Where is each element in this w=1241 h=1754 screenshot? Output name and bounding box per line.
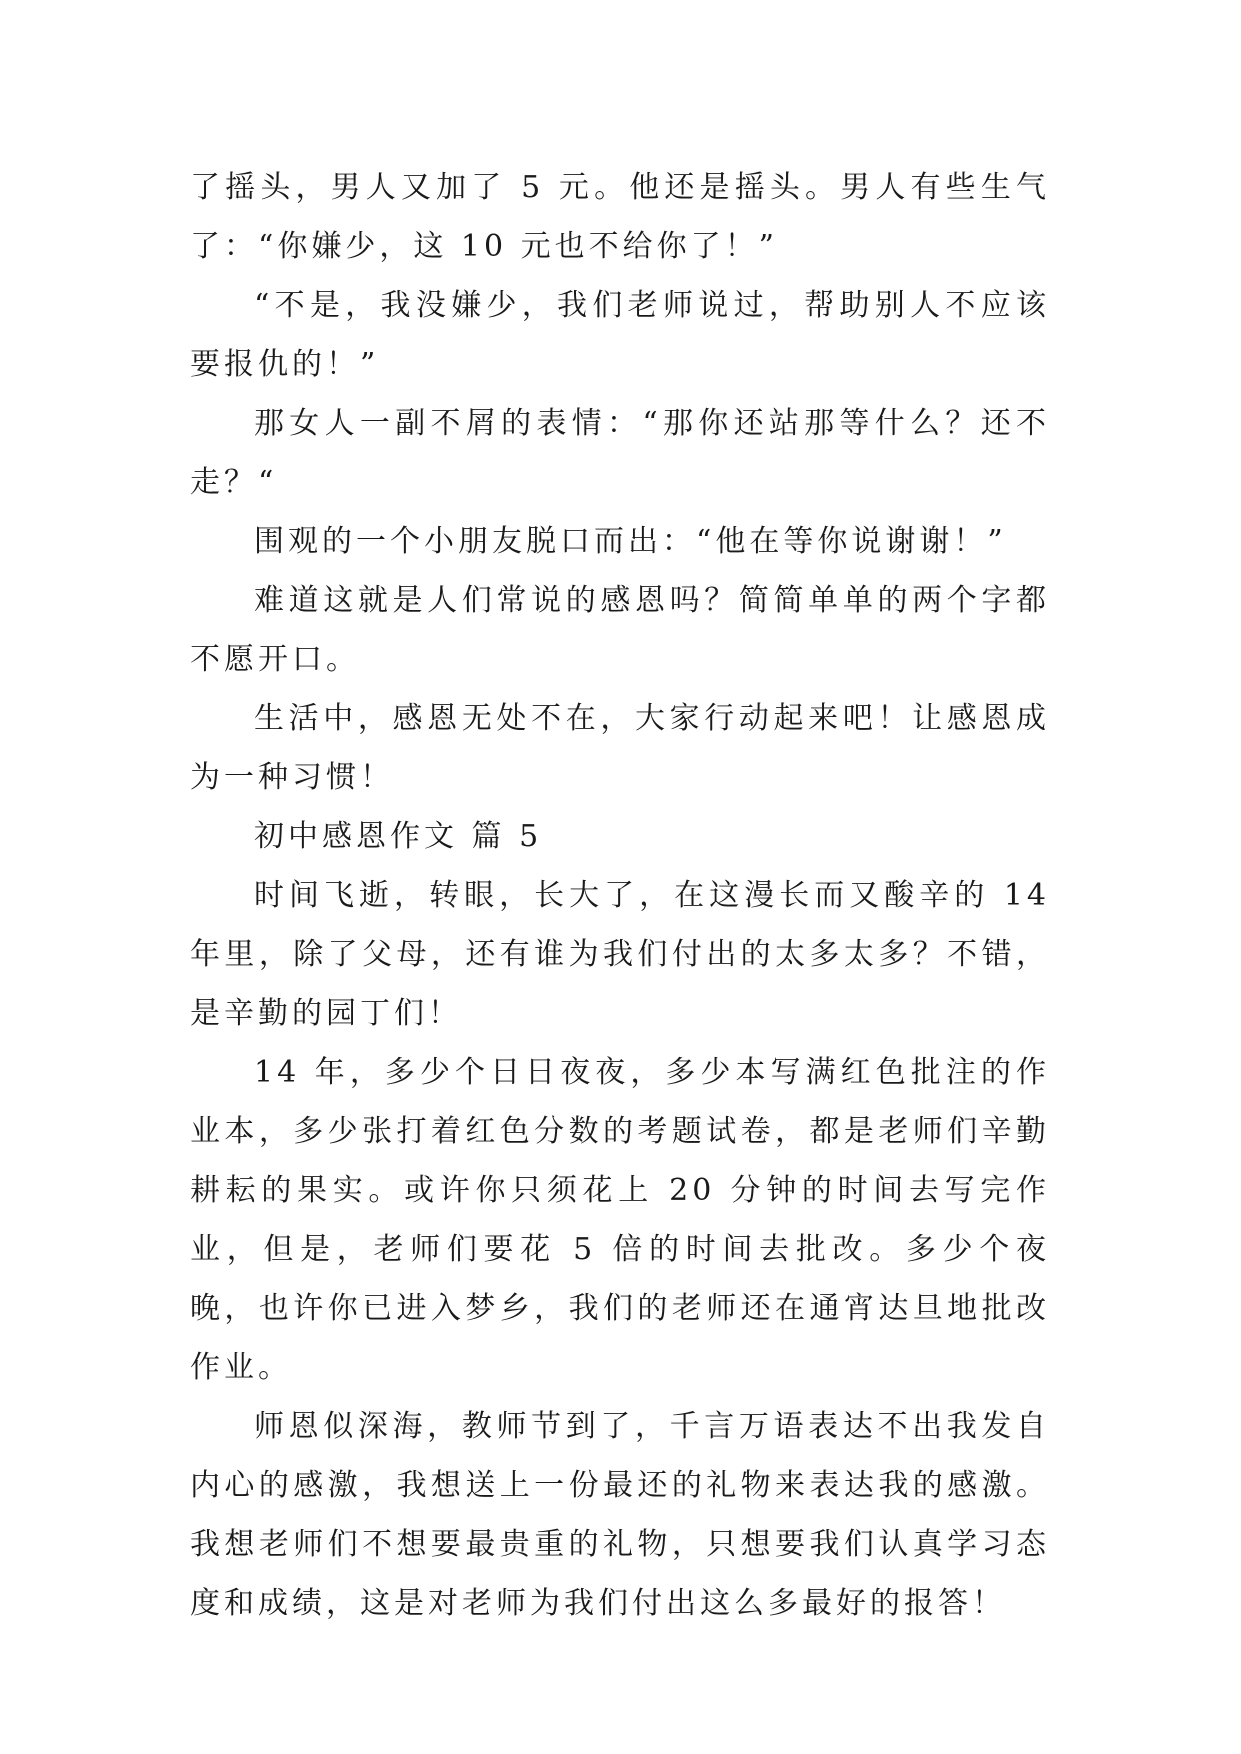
paragraph: “不是，我没嫌少，我们老师说过，帮助别人不应该要报仇的！” (190, 288, 1050, 382)
paragraph: 那女人一副不屑的表情：“那你还站那等什么？还不走？“ (190, 406, 1050, 500)
paragraph: 师恩似深海，教师节到了，千言万语表达不出我发自内心的感激，我想送上一份最还的礼物来表达我的感激。我想老师们不想要最贵重的礼物，只想要我们认真学习态度和成绩，这是对老师为我们付出这么多最好的报答！ (190, 1409, 1050, 1621)
paragraph: 难道这就是人们常说的感恩吗？简简单单的两个字都不愿开口。 (190, 583, 1050, 677)
section-heading: 初中感恩作文 篇 5 (254, 819, 543, 854)
paragraph: 围观的一个小朋友脱口而出：“他在等你说谢谢！” (254, 524, 1007, 559)
paragraph: 了摇头，男人又加了 5 元。他还是摇头。男人有些生气了：“你嫌少，这 10 元也不给你了！” (190, 170, 1050, 264)
paragraph: 时间飞逝，转眼，长大了，在这漫长而又酸辛的 14 年里，除了父母，还有谁为我们付出的太多太多？不错，是辛勤的园丁们！ (190, 878, 1050, 1031)
essay-body (190, 158, 1050, 1633)
paragraph: 生活中，感恩无处不在，大家行动起来吧！让感恩成为一种习惯！ (190, 701, 1050, 795)
paragraph: 14 年，多少个日日夜夜，多少本写满红色批注的作业本，多少张打着红色分数的考题试卷，都是老师们辛勤耕耘的果实。或许你只须花上 20 分钟的时间去写完作业，但是，老师们要花 5 倍的时间去批改。多少个夜晚，也许你已进入梦乡，我们的老师还在通宵达旦地批改作业。 (190, 1055, 1050, 1385)
